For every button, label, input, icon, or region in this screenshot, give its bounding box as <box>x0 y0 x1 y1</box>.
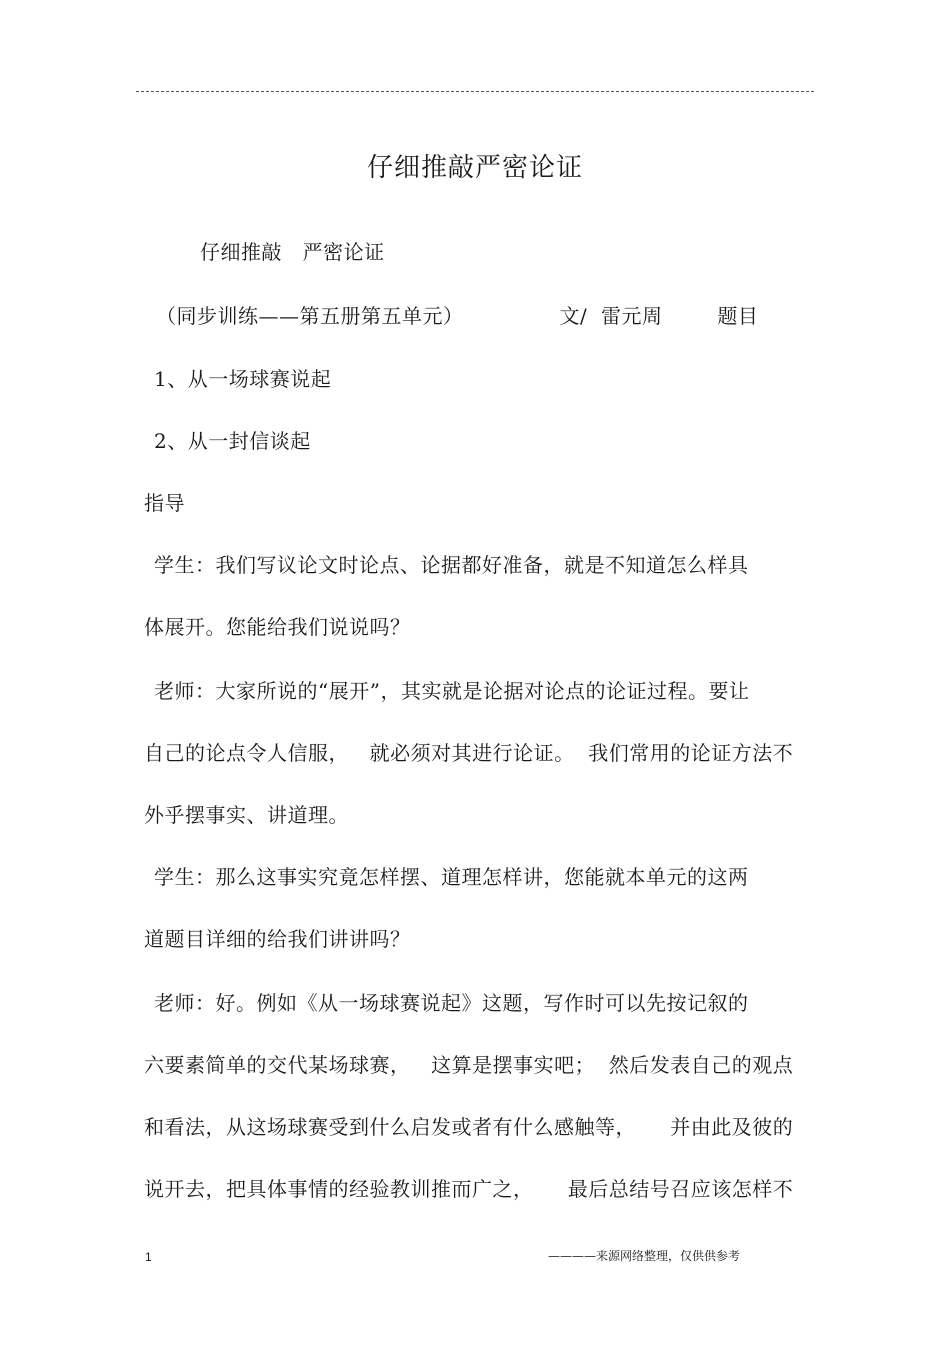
paragraph-line: 和看法，从这场球赛受到什么启发或者有什么感触等， 并由此及彼的 <box>144 1115 794 1139</box>
paragraph-line: 六要素简单的交代某场球赛， 这算是摆事实吧； 然后发表自己的观点 <box>144 1053 794 1077</box>
topic-item-2: 2、从一封信谈起 <box>154 429 311 453</box>
paragraph-line: 老师：大家所说的“展开”，其实就是论据对论点的论证过程。要让 <box>154 679 750 703</box>
page-title: 仔细推敲严密论证 <box>366 153 583 183</box>
source-line: （同步训练——第五册第五单元） 文/ 雷元周 题目 <box>156 304 759 328</box>
page-number: 1 <box>145 1250 152 1264</box>
paragraph-line: 学生：那么这事实究竟怎样摆、道理怎样讲，您能就本单元的这两 <box>154 865 749 889</box>
paragraph-line: 自己的论点令人信服， 就必须对其进行论证。 我们常用的论证方法不 <box>144 741 794 765</box>
paragraph-line: 学生：我们写议论文时论点、论据都好准备，就是不知道怎么样具 <box>154 553 749 577</box>
paragraph-line: 体展开。您能给我们说说吗？ <box>144 615 411 639</box>
paragraph-line: 外乎摆事实、讲道理。 <box>144 803 349 827</box>
section-heading-guidance: 指导 <box>144 491 185 515</box>
top-divider <box>136 91 814 92</box>
paragraph-line: 老师：好。例如《从一场球赛说起》这题，写作时可以先按记叙的 <box>154 991 749 1015</box>
topic-item-1: 1、从一场球赛说起 <box>154 367 332 391</box>
subtitle-line: 仔细推敲 严密论证 <box>200 240 385 264</box>
paragraph-line: 说开去，把具体事情的经验教训推而广之， 最后总结号召应该怎样不 <box>144 1177 794 1201</box>
paragraph-line: 道题目详细的给我们讲讲吗？ <box>144 927 411 951</box>
footer-source-note: ————来源网络整理，仅供供参考 <box>548 1249 741 1263</box>
